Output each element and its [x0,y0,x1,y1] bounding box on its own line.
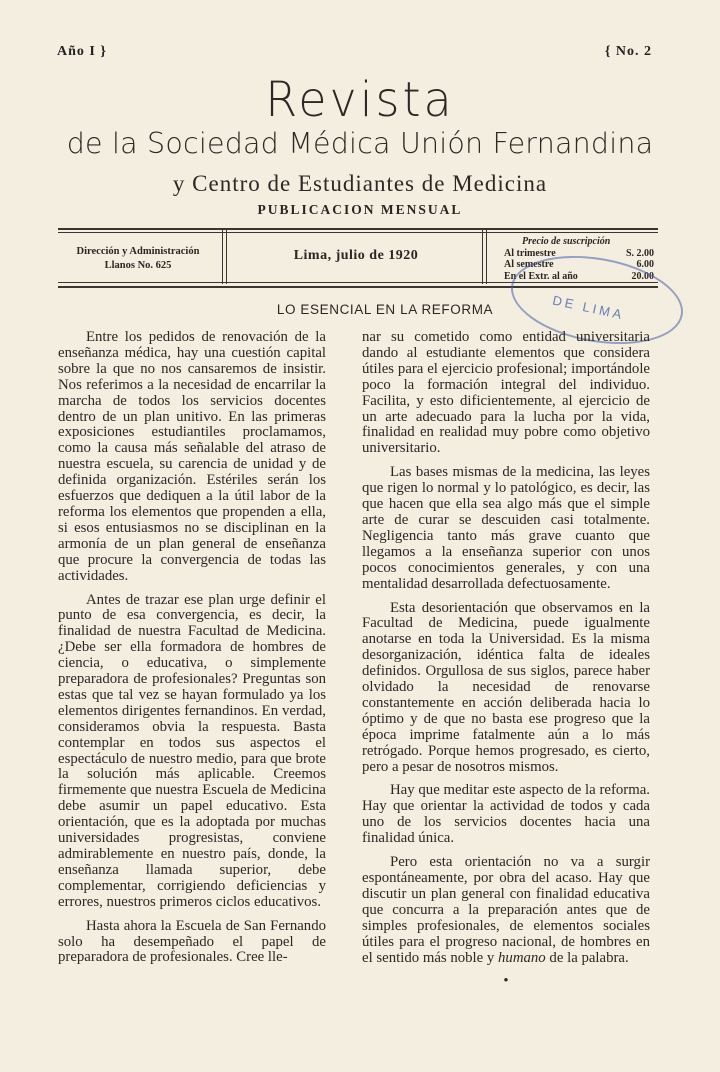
masthead-bottom-rule-thick [58,286,658,288]
direction-label: Dirección y Administración [76,246,200,257]
subscription-price-box [504,236,654,282]
article-paragraph: Las bases mismas de la medicina, las leyes que rigen lo normal y lo patológico, es decir, las que hacen que ella sea algo más que el simple arte de curar se descuiden casi totalmente. Negligencia tanto más grave cuanto que llegamos a la enseñanza superior con unos pocos conocimientos generales, y con una mentalidad desarrollada defectuosamente. [362,464,650,592]
publication-frequency: PUBLICACION MENSUAL [257,202,463,217]
masthead-divider-right-2 [486,230,487,284]
emphasis-word: humano [498,949,546,966]
article-paragraph: Esta desorientación que observamos en la Facultad de Medicina, puede igualmente anotarse en toda la Universidad. Es la misma desorganización, idéntica falta de ideales definidos. Orgullosa de sus siglos, parece haber olvidado la necesidad de renovarse constantemente en acción deliberada hacia lo óptimo y de que no basta ese progreso que la época imprime fatalmente aún a lo más retrógado. Porque hemos progresado, es cierto, pero a pesar de nosotros mismos. [362,599,650,775]
journal-subtitle-2: y Centro de Estudiantes de Medicina [172,171,548,196]
price-row [504,248,654,260]
article-paragraph: Entre los pedidos de renovación de la enseñanza médica, hay una cuestión capital sobre la que no nos cansaremos de insistir. Nos referimos a la necesidad de encarrilar la marcha de todos los servicios docentes dentro de un plan unitivo. En las primeras exposiciones estudiantiles proclamamos, como la causa más señalable del atraso de nuestra escuela, su carencia de unidad y de definida organización. Estériles serán los esfuerzos que dediquen a la útil labor de la reforma los elementos que propenden a ella, si esos entusiasmos no se disciplinan en la armonía de un plan general de enseñanza que procure la convergencia de todas las actividades. [58,329,326,584]
price-value: 6.00 [636,259,654,270]
masthead-divider-left [222,230,223,284]
price-header: Precio de suscripción [522,236,611,247]
masthead-bottom-rule [58,282,658,283]
issue-number: { No. 2 [604,44,652,59]
article-paragraph: Hasta ahora la Escuela de San Fernando solo ha desempeñado el papel de preparadora de profesionales. Cree lle- [58,917,326,966]
price-label: En el Extr. al año [504,270,578,282]
end-mark: • [503,973,509,990]
last-paragraph-text: Pero esta orientación no va a surgir espontáneamente, por obra del acaso. Hay que discutir un plan general con finalidad educativa que concurra a la preparación antes que de simples profesionales, de elementos sociales útiles para el progreso nacional, de hombres en el sentido más noble y [362,854,650,966]
journal-subtitle: de la Sociedad Médica Unión Fernandina [66,127,654,160]
masthead-top-rule [58,228,658,230]
article-column-left [58,330,326,974]
price-label: Al trimestre [504,247,556,259]
issue-date: Lima, julio de 1920 [293,248,419,263]
price-row [504,259,654,271]
address-label: Llanos No. 625 [104,260,172,271]
article-headline: LO ESENCIAL EN LA REFORMA [276,302,494,317]
article-paragraph-continuation: nar su cometido como entidad universitaria dando al estudiante elementos que considera útiles para el ejercicio profesional; importándole poco la formación integral del individuo. Facilita, y esto dificientemente, al ejercicio de un arte adecuado para la lucha por la vida, finalidad en realidad muy pobre como objetivo universitario. [362,329,650,457]
masthead-top-rule-thin [58,232,658,233]
journal-title: Revista [265,70,455,128]
article-paragraph-last [362,855,650,966]
price-row [504,271,654,283]
price-value: 20.00 [631,270,654,282]
article-column-right [362,330,650,990]
article-paragraph: Hay que meditar este aspecto de la reforma. Hay que orientar la actividad de todos y cada uno de los servicios docentes hacia una finalidad única. [362,782,650,847]
article-paragraph: Antes de trazar ese plan urge definir el punto de esa convergencia, es decir, la finalidad de nuestra Facultad de Medicina. ¿Debe ser ella formadora de hombres de ciencia, o educativa, o simplemente preparadora de profesionales? Preguntas son estas que tal vez se hayan formulado ya los elementos dirigentes fernandinos. En verdad, consideramos obvia la respuesta. Basta contemplar en todos sus aspectos el espectáculo de nuestro medio, para que brote la solución más aplicable. Creemos firmemente que nuestra Escuela de Medicina debe asumir un papel educativo. Esta orientación, que es la adoptada por muchas universidades progresistas, conviene admirablemente en nuestro país, donde, la enseñanza llamada superior, debe complementar, corrigiendo deficiencias y errores, nuestros primeros ciclos educativos. [58,591,326,910]
last-paragraph-end: de la palabra. [549,949,629,966]
year-label: Año I } [57,44,107,59]
masthead-divider-right [482,230,483,284]
masthead-divider-left-2 [226,230,227,284]
price-value: S. 2.00 [625,247,654,259]
direction-address [58,245,218,273]
library-stamp-text: DE LIMA [551,292,626,323]
price-label: Al semestre [504,259,554,270]
